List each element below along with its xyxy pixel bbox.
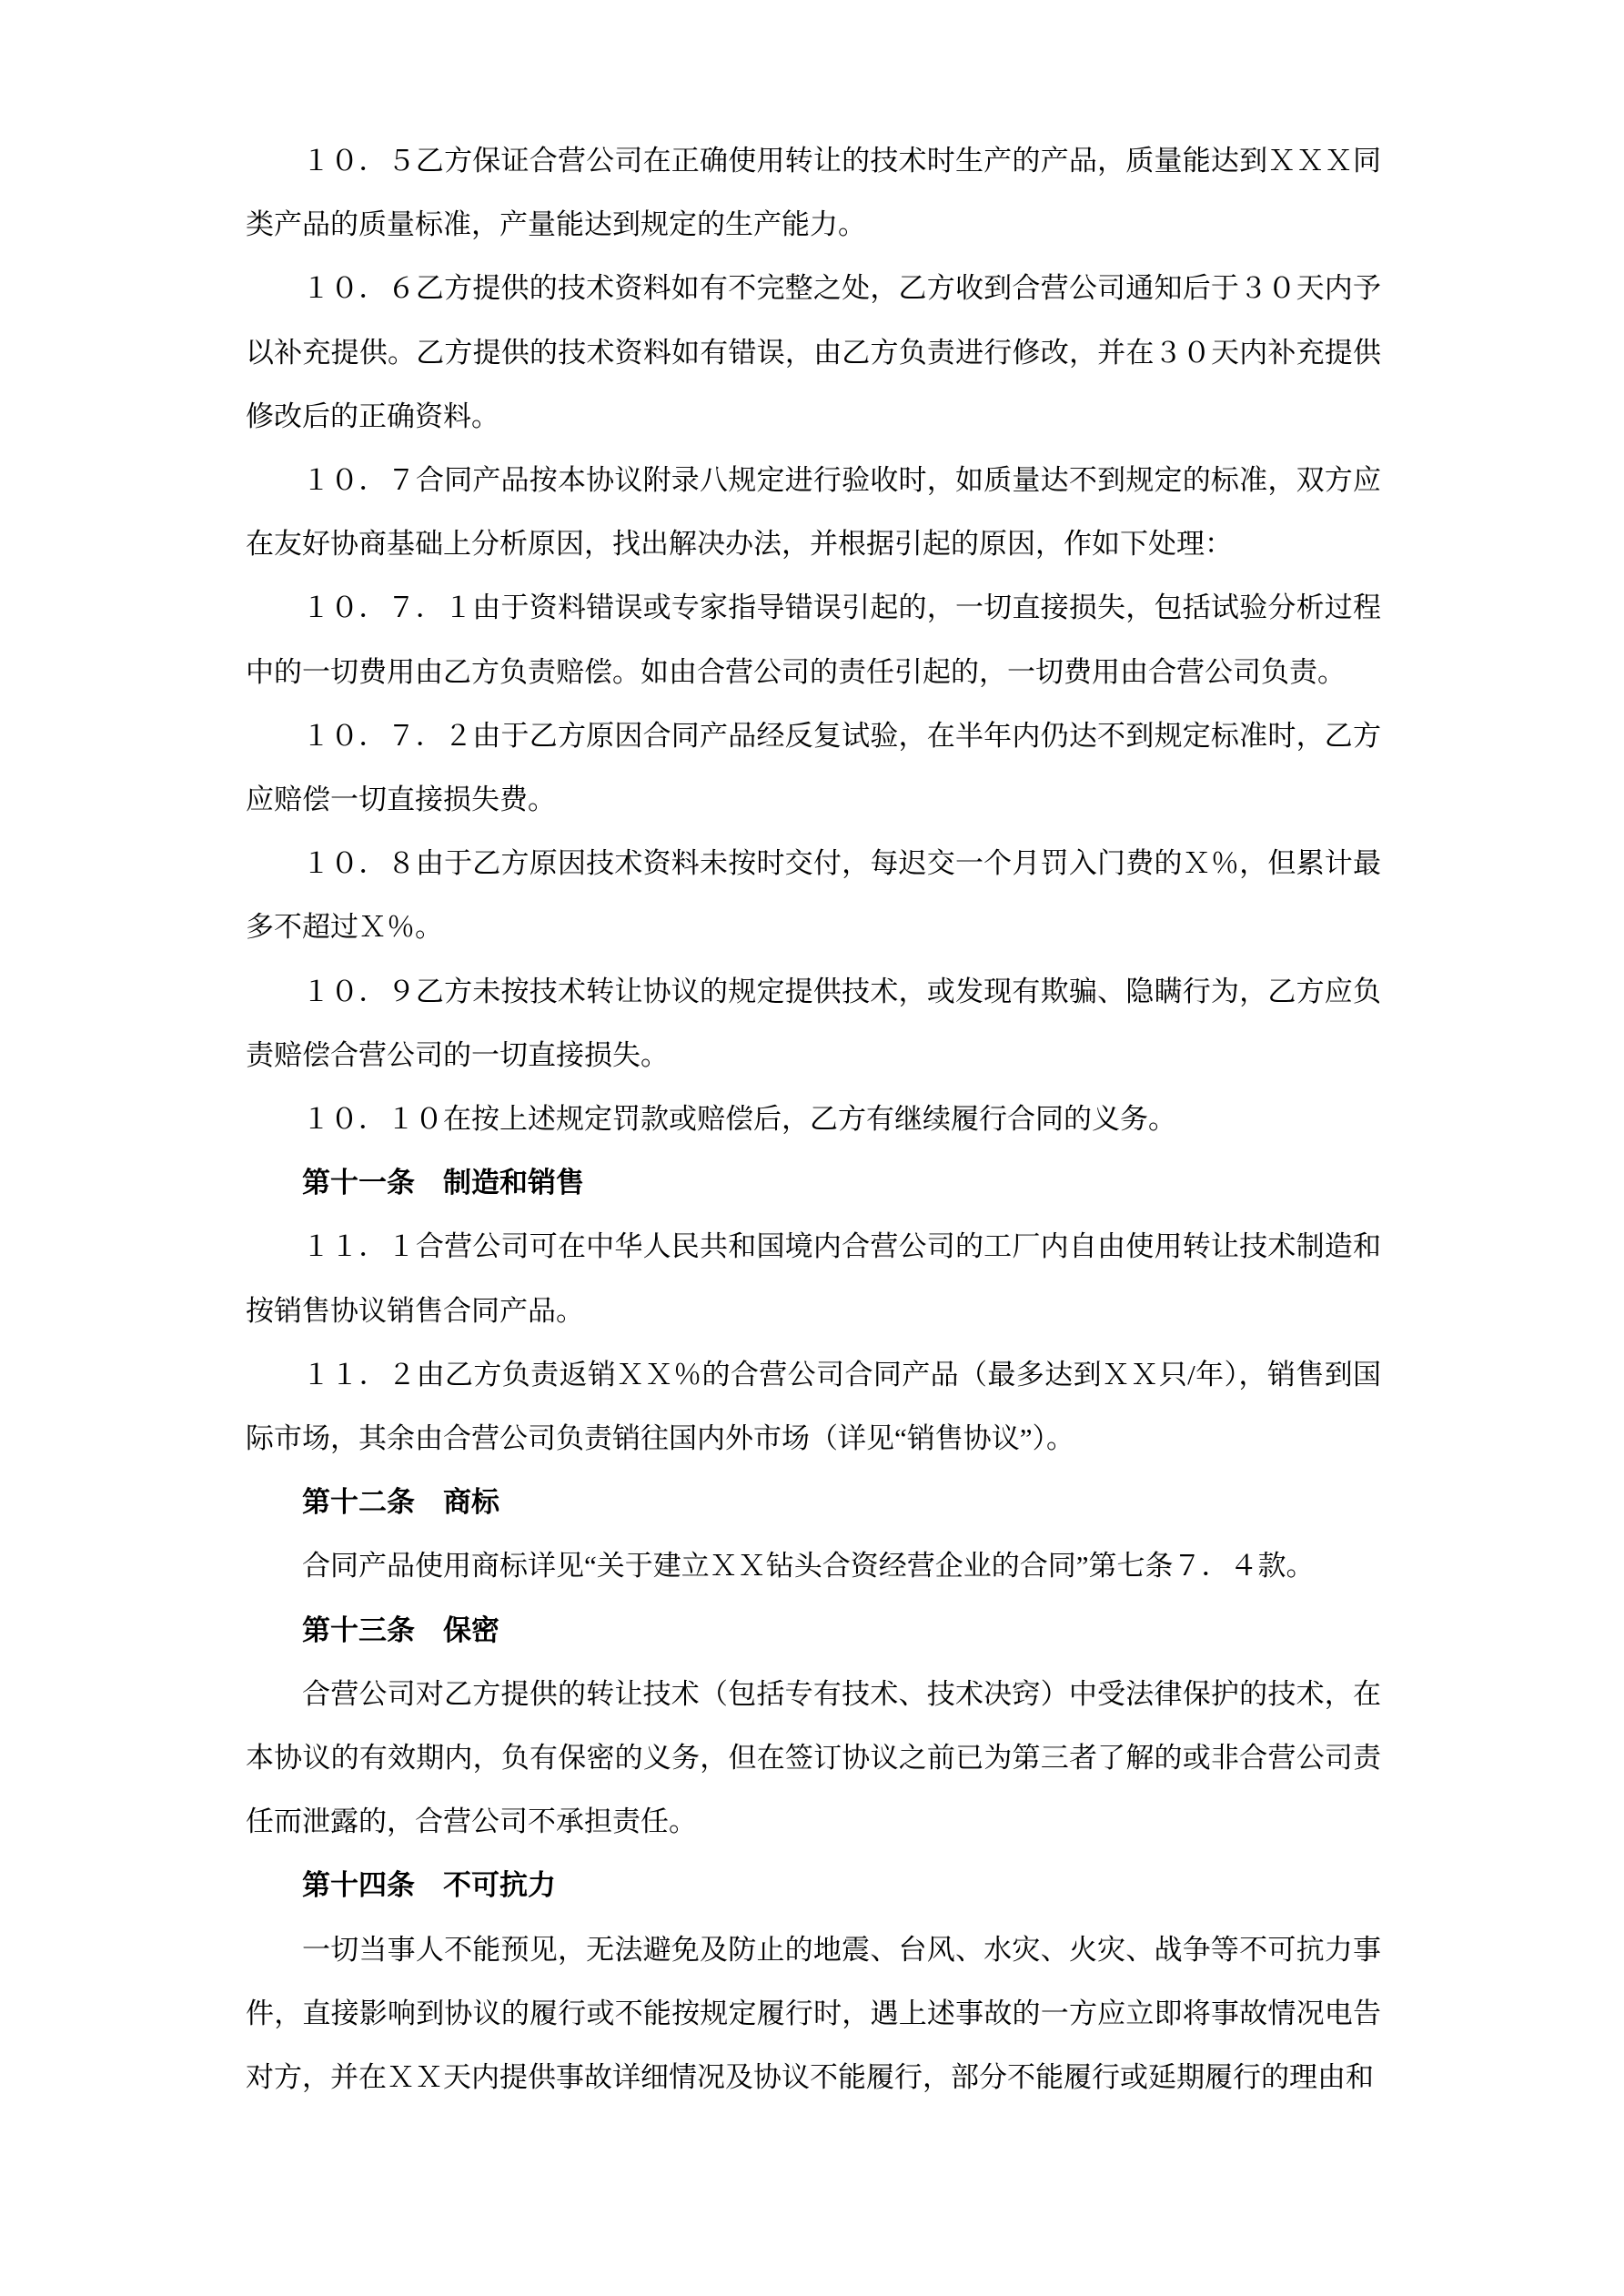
clause-10-6: １０．６乙方提供的技术资料如有不完整之处，乙方收到合营公司通知后于３０天内予以补充提供。乙方提供的技术资料如有错误，由乙方负责进行修改，并在３０天内补充提供修改后的正确资料。 [246,272,1381,432]
clause-10-10: １０．１０在按上述规定罚款或赔偿后，乙方有继续履行合同的义务。 [302,1103,1176,1136]
clause-10-7-1: １０．７．１由于资料错误或专家指导错误引起的，一切直接损失，包括试验分析过程中的一切费用由乙方负责赔偿。如由合营公司的责任引起的，一切费用由合营公司负责。 [246,592,1381,688]
clause-10-5: １０．５乙方保证合营公司在正确使用转让的技术时生产的产品，质量能达到ＸＸＸ同类产品的质量标准，产量能达到规定的生产能力。 [246,145,1381,241]
document-text-block [246,129,1381,2109]
clause-14-force-majeure: 一切当事人不能预见，无法避免及防止的地震、台风、水灾、火灾、战争等不可抗力事件，直接影响到协议的履行或不能按规定履行时，遇上述事故的一方应立即将事故情况电告对方，并在ＸＸ天内提供事故详细情况及协议不能履行，部分不能履行或延期履行的理由和 [246,1933,1381,2094]
clause-10-7: １０．７合同产品按本协议附录八规定进行验收时，如质量达不到规定的标准，双方应在友好协商基础上分析原因，找出解决办法，并根据引起的原因，作如下处理： [246,464,1381,561]
clause-10-8: １０．８由于乙方原因技术资料未按时交付，每迟交一个月罚入门费的Ｘ％，但累计最多不超过Ｘ％。 [246,847,1381,944]
clause-10-9: １０．９乙方未按技术转让协议的规定提供技术，或发现有欺骗、隐瞒行为，乙方应负责赔偿合营公司的一切直接损失。 [246,975,1381,1071]
clause-12-trademark: 合同产品使用商标详见“关于建立ＸＸ钻头合资经营企业的合同”第七条７．４款。 [302,1550,1315,1583]
article-13-heading: 第十三条 保密 [302,1613,499,1646]
article-11-heading: 第十一条 制造和销售 [302,1167,584,1199]
clause-10-7-2: １０．７．２由于乙方原因合同产品经反复试验，在半年内仍达不到规定标准时，乙方应赔偿一切直接损失费。 [246,719,1381,816]
clause-11-2: １１．２由乙方负责返销ＸＸ％的合营公司合同产品（最多达到ＸＸ只/年），销售到国际市场，其余由合营公司负责销往国内外市场（详见“销售协议”）。 [246,1358,1381,1455]
clause-11-1: １１．１合营公司可在中华人民共和国境内合营公司的工厂内自由使用转让技术制造和按销售协议销售合同产品。 [246,1230,1381,1327]
article-12-heading: 第十二条 商标 [302,1486,499,1519]
article-14-heading: 第十四条 不可抗力 [302,1869,556,1902]
clause-13-confidentiality: 合营公司对乙方提供的转让技术（包括专有技术、技术决窍）中受法律保护的技术，在本协议的有效期内，负有保密的义务，但在签订协议之前已为第三者了解的或非合营公司责任而泄露的，合营公司不承担责任。 [246,1677,1381,1838]
